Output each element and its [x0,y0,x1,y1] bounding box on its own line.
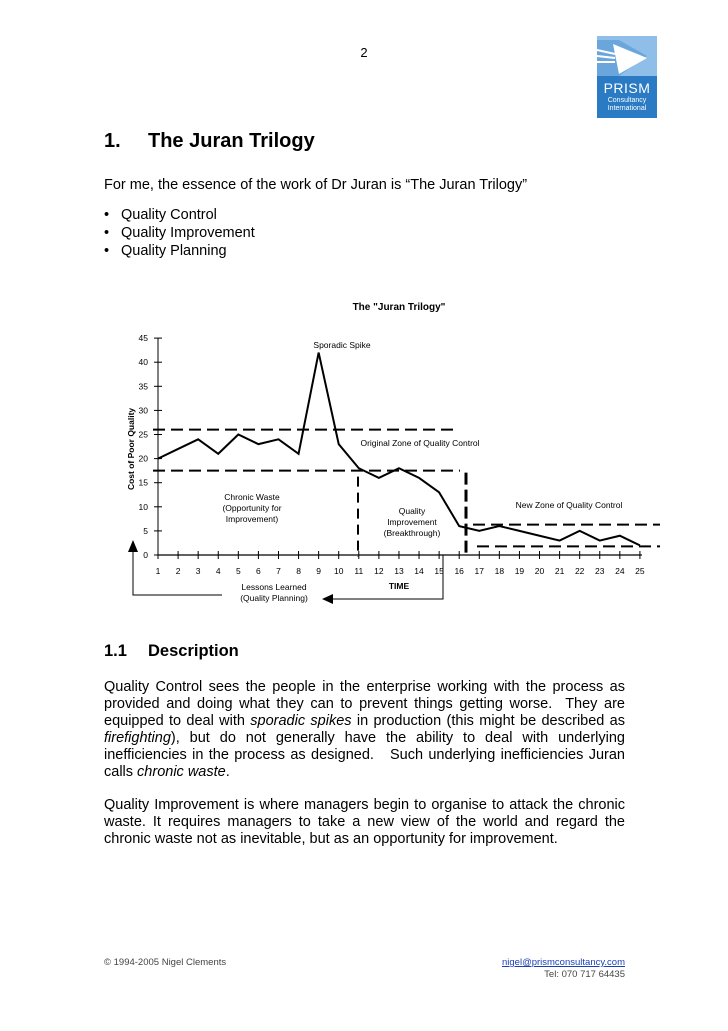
svg-text:20: 20 [138,453,148,464]
svg-text:11: 11 [354,566,364,576]
logo-subtext: Consultancy [607,97,647,104]
svg-text:15: 15 [138,477,148,488]
svg-text:5: 5 [143,525,148,536]
svg-text:30: 30 [138,405,148,416]
svg-text:Improvement: Improvement [387,517,437,527]
svg-text:Cost of Poor Quality: Cost of Poor Quality [126,407,136,491]
list-item: • Quality Improvement [104,224,255,242]
svg-text:40: 40 [138,357,148,368]
description-paragraph: Quality Improvement is where managers begin to organise to attack the chronic waste. It requires managers to take a new view of the world and regard the chronic waste not as inevitable, but as an opportunity for improvement. [104,797,625,847]
svg-text:(Breakthrough): (Breakthrough) [383,528,441,538]
svg-text:2: 2 [175,566,181,576]
svg-text:5: 5 [235,566,241,576]
svg-text:25: 25 [635,566,645,576]
svg-text:19: 19 [514,566,525,576]
juran-trilogy-chart [0,290,728,620]
svg-text:Chronic Waste: Chronic Waste [224,492,280,502]
svg-text:Lessons Learned: Lessons Learned [241,582,307,592]
svg-text:Quality: Quality [398,506,426,516]
svg-text:TIME: TIME [388,581,410,591]
page-number: 2 [360,45,368,60]
svg-text:(Quality Planning): (Quality Planning) [240,593,308,603]
svg-text:The "Juran Trilogy": The "Juran Trilogy" [352,302,446,313]
svg-text:0: 0 [143,550,148,560]
svg-text:14: 14 [414,566,424,576]
intro-text: For me, the essence of the work of Dr Juran is “The Juran Trilogy” [104,177,528,193]
footer-contact [502,957,625,981]
telephone: Tel: 070 717 64435 [544,969,625,980]
svg-text:New Zone of Quality Control: New Zone of Quality Control [515,500,623,510]
svg-text:7: 7 [276,566,281,576]
svg-text:35: 35 [138,381,148,392]
svg-text:25: 25 [138,429,148,440]
svg-text:21: 21 [554,566,565,576]
svg-text:17: 17 [474,566,485,576]
svg-text:Sporadic Spike: Sporadic Spike [313,340,371,350]
svg-text:24: 24 [615,566,625,576]
svg-text:8: 8 [296,566,301,576]
svg-text:15: 15 [434,566,444,576]
svg-text:10: 10 [138,501,148,512]
logo-text: PRISM [603,80,651,96]
svg-text:Improvement): Improvement) [225,514,279,524]
svg-text:4: 4 [215,566,221,576]
svg-text:10: 10 [333,566,344,576]
svg-text:3: 3 [195,566,201,576]
svg-text:6: 6 [256,566,261,576]
section-heading: 1. The Juran Trilogy [104,130,315,152]
svg-text:9: 9 [316,566,322,576]
subsection-heading: 1.1 Description [104,642,239,660]
svg-text:45: 45 [138,333,148,344]
bullet-list [104,206,255,260]
list-item: • Quality Control [104,206,255,224]
email-link[interactable]: nigel@prismconsultancy.com [502,957,625,968]
svg-text:1: 1 [155,566,161,576]
svg-text:Original Zone of Quality Contr: Original Zone of Quality Control [360,438,480,448]
logo-subtext: International [607,105,647,112]
prism-logo [597,36,657,118]
description-paragraph: Quality Control sees the people in the enterprise working with the process as provided and doing what they can to prevent things getting worse. They are equipped to deal with sporadic spikes in production (this might be described as firefighting), but do not generally have the ability to deal with underlying inefficiencies in the process as designed. Such underlying inefficiencies Juran calls chronic waste. [104,679,625,780]
svg-text:13: 13 [394,566,404,576]
svg-text:20: 20 [534,566,545,576]
svg-text:(Opportunity for: (Opportunity for [222,503,282,513]
svg-text:16: 16 [454,566,464,576]
svg-text:12: 12 [374,566,384,576]
svg-text:22: 22 [574,566,585,576]
list-item: • Quality Planning [104,242,255,260]
svg-text:23: 23 [595,566,605,576]
copyright: © 1994-2005 Nigel Clements [104,957,227,968]
svg-text:18: 18 [494,566,505,576]
